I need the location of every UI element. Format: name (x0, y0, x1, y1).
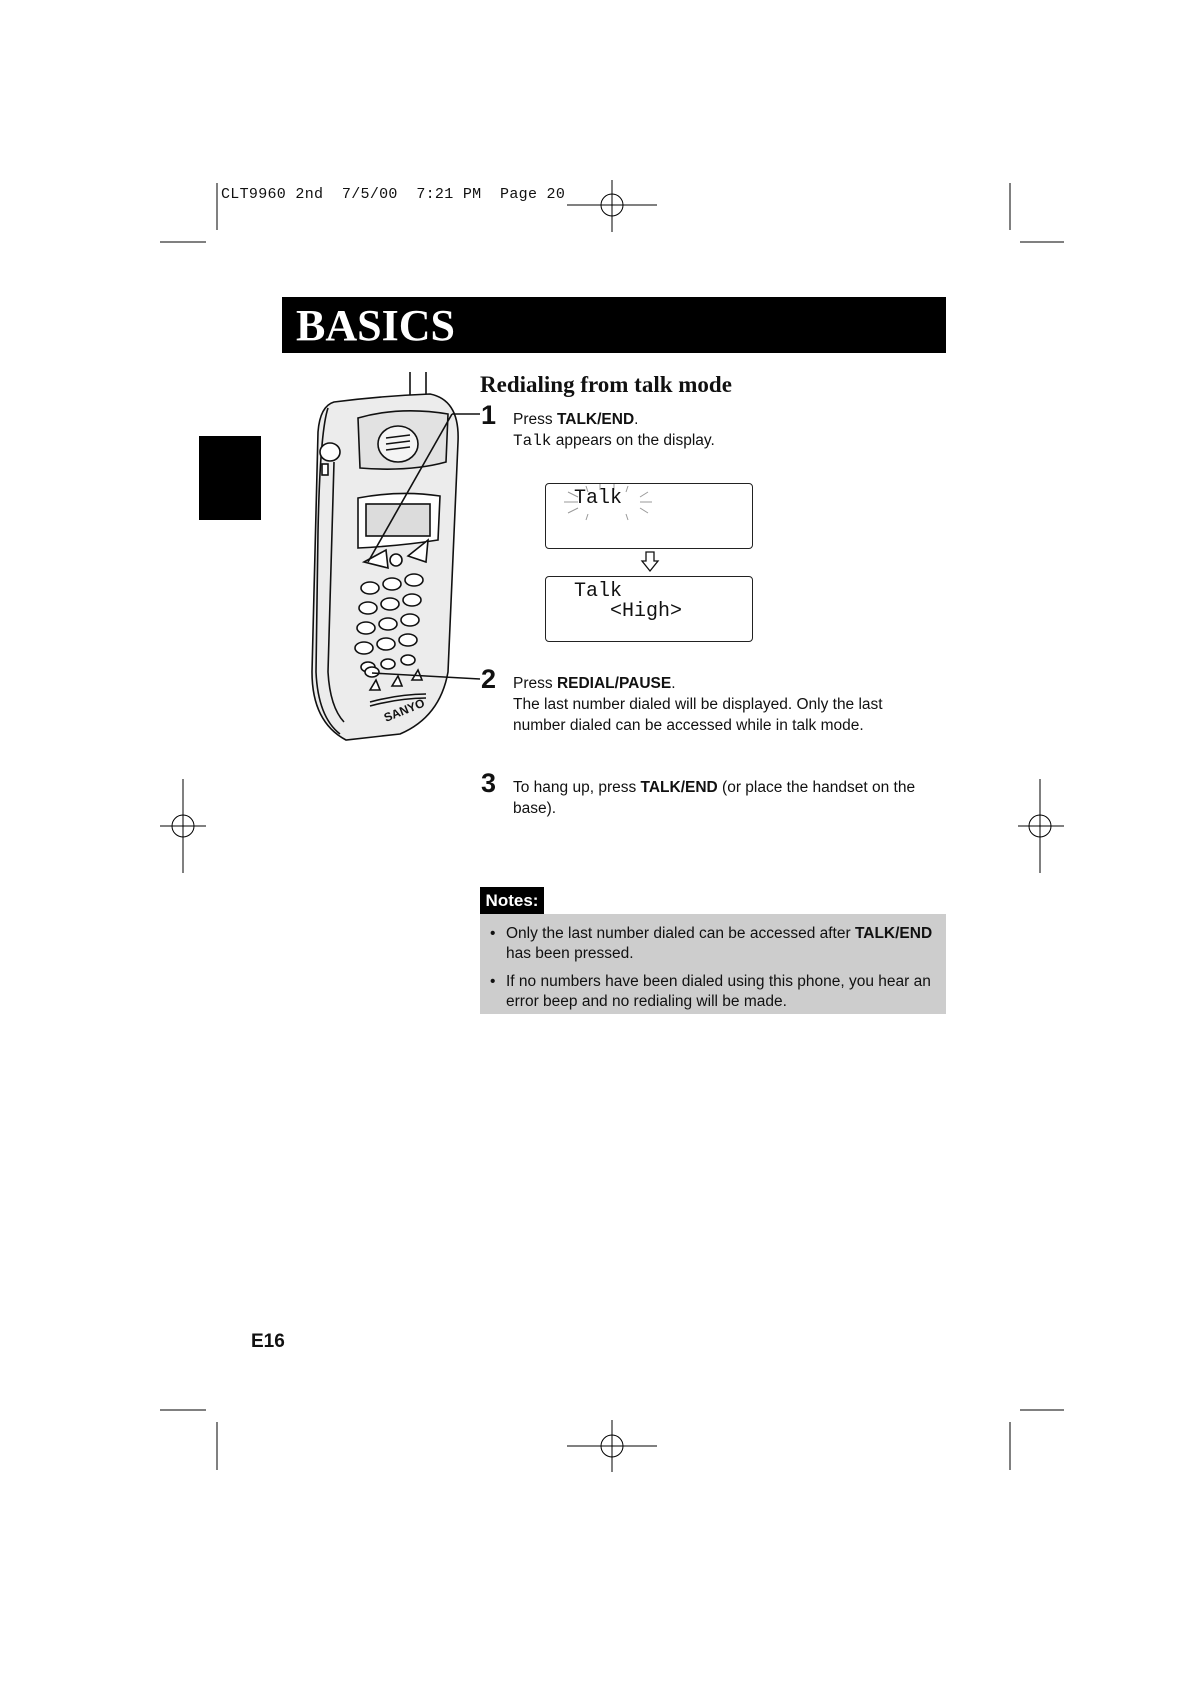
note-item: • Only the last number dialed can be accessed after TALK/END has been pressed. (504, 924, 934, 964)
page-number: E16 (251, 1331, 285, 1352)
notes-label: Notes: (480, 887, 544, 914)
cordless-phone-illustration (300, 372, 500, 744)
lcd-display (545, 483, 753, 549)
lcd-line-1: Talk (574, 487, 623, 510)
key-talk-end: TALK/END (556, 411, 635, 428)
step-number: 3 (481, 768, 497, 798)
print-slug: CLT9960 2nd 7/5/00 7:21 PM Page 20 (221, 186, 566, 203)
display-text: Talk (513, 432, 552, 450)
lcd-line-1: Talk (574, 580, 623, 603)
step-text: Press REDIAL/PAUSE. The last number dialed will be displayed. Only the last number dialed can be accessed while in talk mode. (513, 675, 883, 734)
section-header-bar (282, 297, 946, 353)
arrow-down-icon (640, 550, 660, 574)
header-title: BASICS (296, 301, 455, 350)
note-item: • If no numbers have been dialed using this phone, you hear an error beep and no redialing will be made. (504, 972, 934, 1012)
section-title: Redialing from talk mode (480, 372, 732, 397)
step-number: 2 (481, 664, 497, 694)
key-redial-pause: REDIAL/PAUSE (556, 675, 672, 692)
key-talk-end: TALK/END (854, 925, 933, 942)
lcd-display (545, 576, 753, 642)
lcd-line-2: <High> (610, 600, 683, 623)
step-number: 1 (481, 400, 497, 430)
notes-box (480, 914, 946, 1014)
key-talk-end: TALK/END (640, 779, 718, 796)
phone-brand-logo: SANYO (381, 695, 427, 725)
thumb-tab (199, 436, 261, 520)
step-text: Press TALK/END. Talk appears on the display. (513, 411, 715, 450)
step-text: To hang up, press TALK/END (or place the handset on the base). (513, 779, 916, 817)
